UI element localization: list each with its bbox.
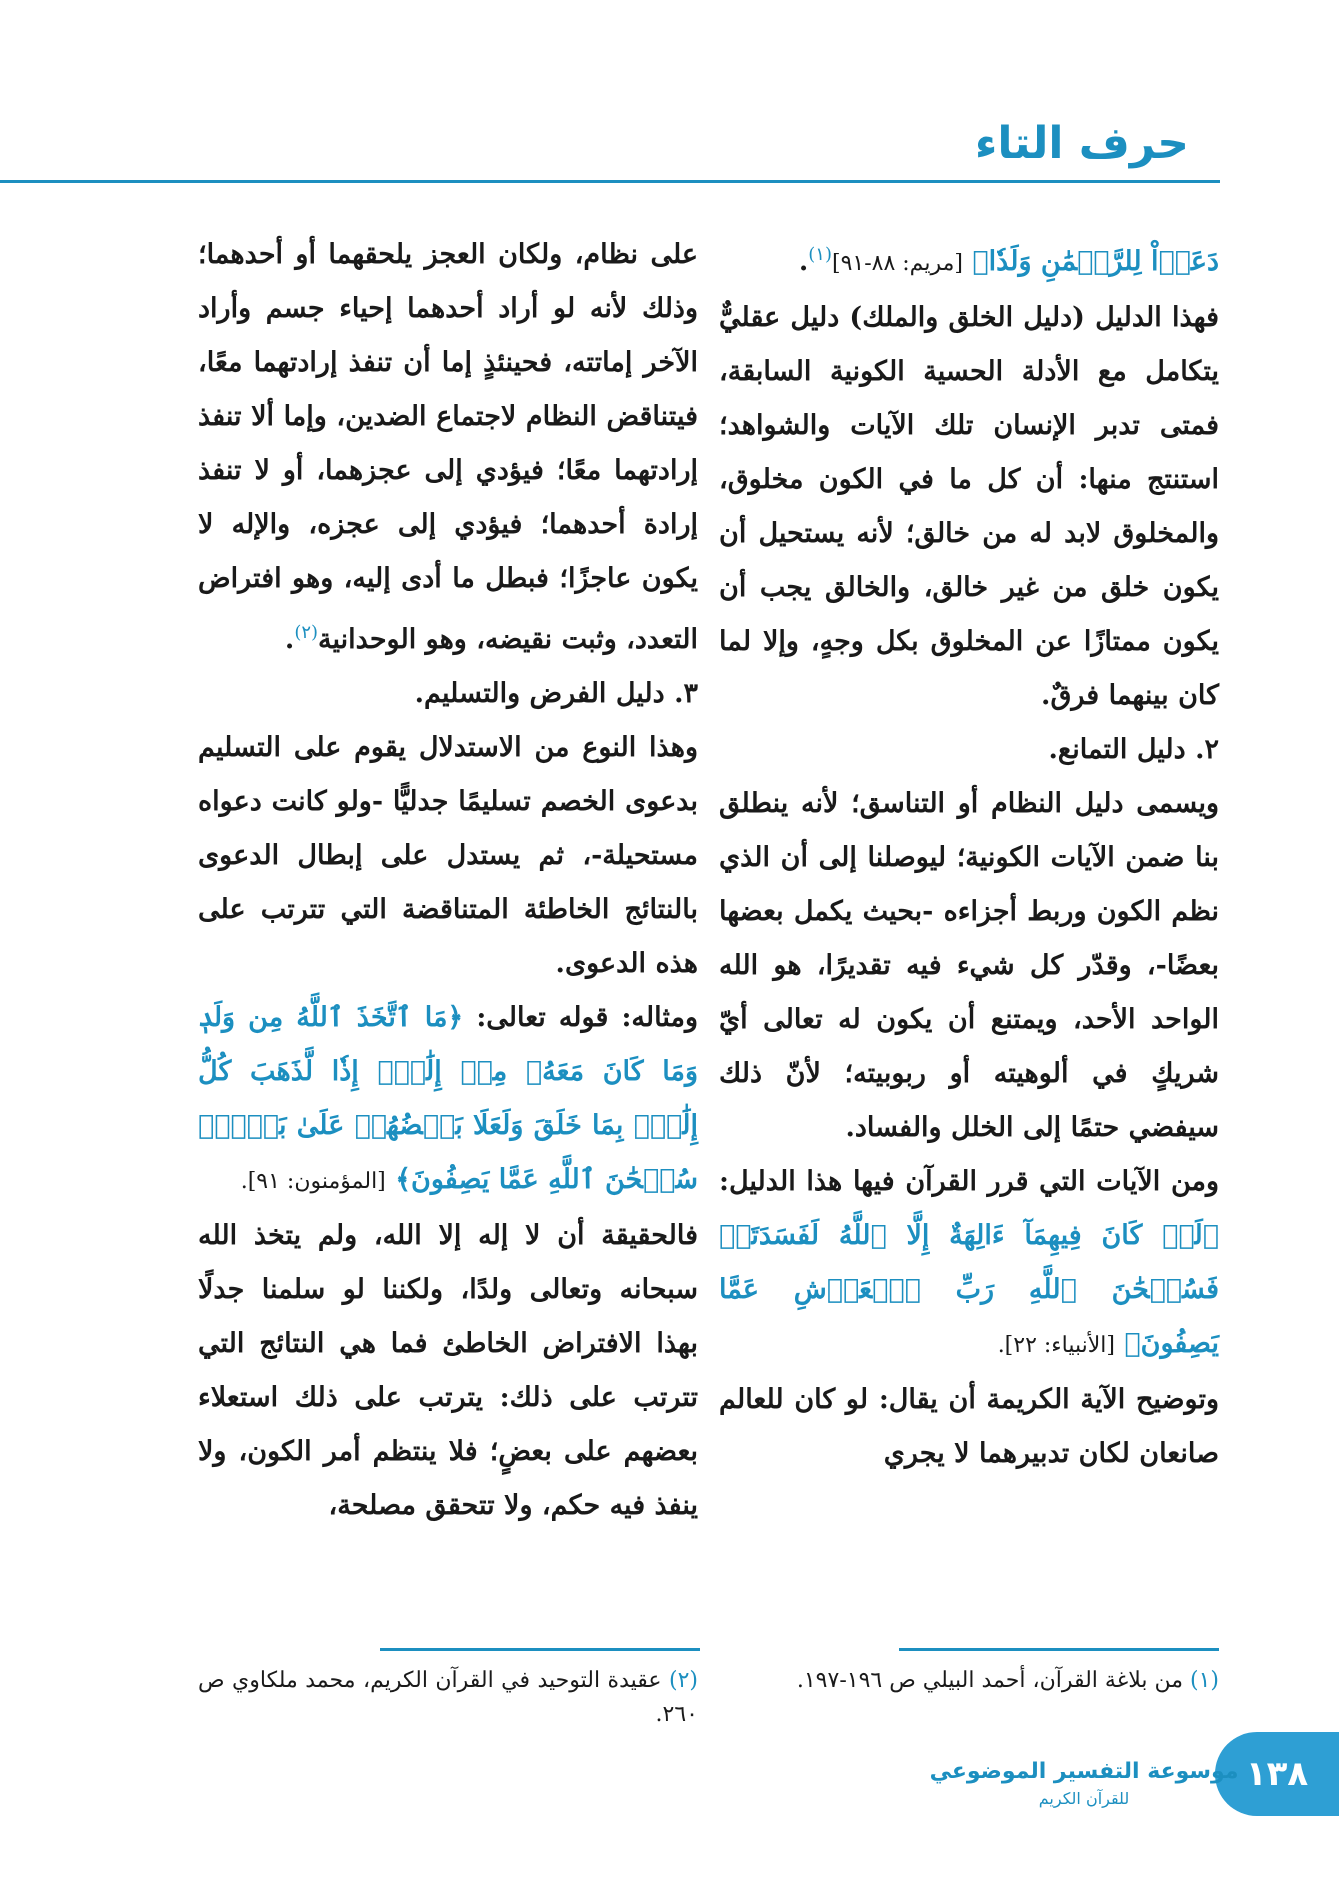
verse-citation: [الأنبياء: ٢٢]. [997,1333,1116,1358]
logo-subtitle: للقرآن الكريم [1038,1789,1130,1808]
footnote-number: (١) [1189,1668,1219,1693]
section-heading: ٢. دليل التمانع. [1048,734,1219,765]
paragraph-text: ومن الآيات التي قرر القرآن فيها هذا الدليل: [719,1166,1219,1197]
paragraph [719,1155,1219,1373]
paragraph [198,991,698,1209]
footnote-divider [380,1648,700,1651]
paragraph [719,228,1219,291]
footnote-number: (٢) [668,1668,698,1693]
quran-verse: دَعَوۡاْ لِلرَّحۡمَٰنِ وَلَدٗا﴾ [972,246,1219,277]
paragraph-text: على نظام، ولكان العجز يلحقهما أو أحدهما؛ وذلك لأنه لو أراد أحدهما إحياء جسم وأراد الآخر إماتته، فحينئذٍ إما أن تنفذ إرادتهما معًا، فيتناقض النظام لاجتماع الضدين، وإما ألا تنفذ إرادتهما معًا؛ فيؤدي إلى عجزهما، أو لا تنفذ إرادة أحدهما؛ فيؤدي إلى عجزه، والإله لا يكون عاجزًا؛ فبطل ما أدى إليه، وهو افتراض التعدد، وثبت نقيضه، وهو الوحدانية [198,239,698,655]
section-heading: ٣. دليل الفرض والتسليم. [414,678,698,709]
logo-title: موسوعة التفسير الموضوعي [929,1759,1239,1784]
paragraph: ويسمى دليل النظام أو التناسق؛ لأنه ينطلق بنا ضمن الآيات الكونية؛ ليوصلنا إلى أن الذي نظم الكون وربط أجزاءه -بحيث يكمل بعضها بعضًا-، وقدّر كل شيء فيه تقديرًا، هو الله الواحد الأحد، ويمتنع أن يكون له تعالى أيّ شريكٍ في ألوهيته أو ربوبيته؛ لأنّ ذلك سيفضي حتمًا إلى الخلل والفساد. [719,788,1219,1143]
punctuation: . [798,246,809,277]
right-column [719,228,1219,1481]
punctuation: . [284,624,295,655]
left-column [198,228,698,1533]
quran-verse: ﴿مَا ٱتَّخَذَ ٱللَّهُ مِن وَلَدٖ وَمَا كَانَ مَعَهُۥ مِنۡ إِلَٰهٍۚ إِذٗا لَّذَهَبَ كُلُّ إِلَٰهِۭ بِمَا خَلَقَ وَلَعَلَا بَعۡضُهُمۡ عَلَىٰ بَعۡضٖۚ سُبۡحَٰنَ ٱللَّهِ عَمَّا يَصِفُونَ﴾ [198,1002,698,1195]
footnote-divider [899,1648,1219,1651]
footnote-text: عقيدة التوحيد في القرآن الكريم، محمد ملكاوي ص ٢٦٠. [198,1668,698,1727]
paragraph-text: ومثاله: قوله تعالى: [476,1002,698,1033]
paragraph: وهذا النوع من الاستدلال يقوم على التسليم بدعوى الخصم تسليمًا جدليًّا -ولو كانت دعواه مستحيلة-، ثم يستدل على إبطال الدعوى بالنتائج الخاطئة المتناقضة التي تترتب على هذه الدعوى. [198,732,698,979]
header-divider [0,180,1220,183]
page-number: ١٣٨ [1245,1754,1309,1794]
footnote [719,1664,1219,1698]
encyclopedia-logo [929,1742,1239,1812]
verse-citation: [المؤمنون: ٩١]. [240,1169,386,1194]
quran-verse: ﴿لَوۡ كَانَ فِيهِمَآ ءَالِهَةٌ إِلَّا ٱللَّهُ لَفَسَدَتَاۚ فَسُبۡحَٰنَ ٱللَّهِ رَبِّ ٱلۡعَرۡشِ عَمَّا يَصِفُونَ﴾ [719,1220,1219,1359]
footnote-ref[interactable]: (١) [808,244,832,265]
chapter-title: حرف التاء [974,118,1189,169]
paragraph: وتوضيح الآية الكريمة أن يقال: لو كان للعالم صانعان لكان تدبيرهما لا يجري [719,1384,1219,1469]
footnote-ref[interactable]: (٢) [294,622,319,643]
paragraph: فهذا الدليل (دليل الخلق والملك) دليل عقليٌّ يتكامل مع الأدلة الحسية الكونية السابقة، فمتى تدبر الإنسان تلك الآيات والشواهد؛ استنتج منها: أن كل ما في الكون مخلوق، والمخلوق لابد له من خالق؛ لأنه يستحيل أن يكون خلق من غير خالق، والخالق يجب أن يكون ممتازًا عن المخلوق بكل وجهٍ، وإلا لما كان بينهما فرقٌ. [719,302,1219,711]
verse-citation: [مريم: ٨٨-٩١] [831,251,963,276]
footnote-text: من بلاغة القرآن، أحمد البيلي ص ١٩٦-١٩٧. [796,1668,1183,1693]
paragraph: فالحقيقة أن لا إله إلا الله، ولم يتخذ الله سبحانه وتعالى ولدًا، ولكننا لو سلمنا جدلًا بهذا الافتراض الخاطئ فما هي النتائج التي تترتب على ذلك: يترتب على ذلك استعلاء بعضهم على بعضٍ؛ فلا ينتظم أمر الكون، ولا ينفذ فيه حكم، ولا تتحقق مصلحة، [198,1220,698,1521]
footnote [198,1664,698,1732]
paragraph [198,228,698,667]
